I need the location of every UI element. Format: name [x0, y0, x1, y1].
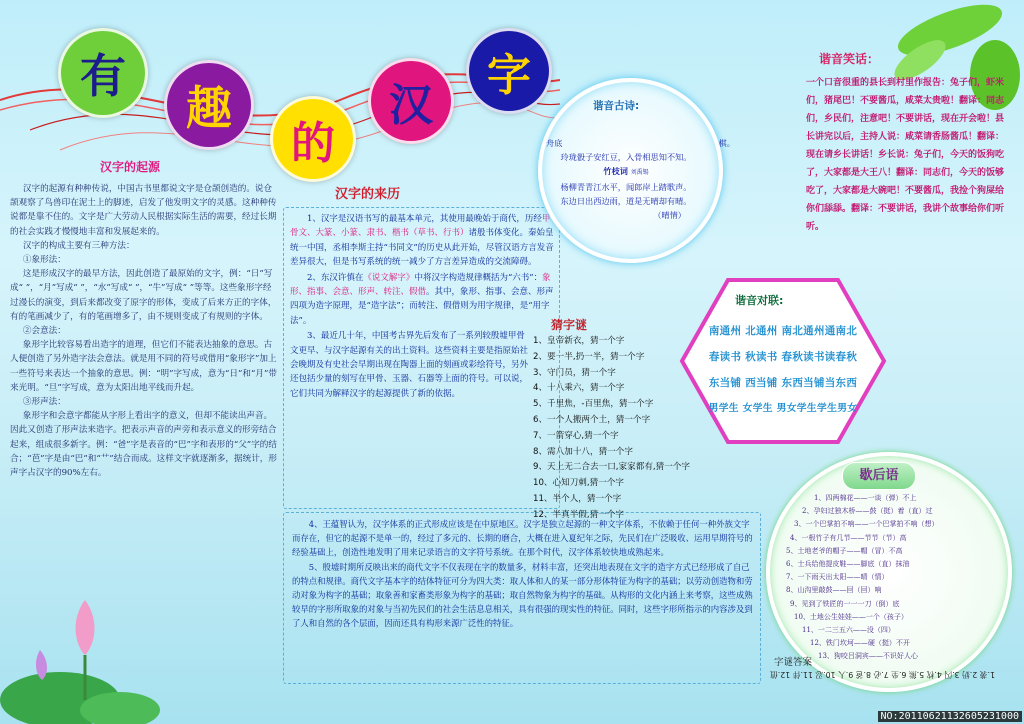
- poem-body: [546, 136, 735, 222]
- xiehouyu-item: 7、一下雨天出太阳——晴（情）: [786, 573, 889, 582]
- xiehouyu-item: 6、士兵给他提皮鞋——脚底（直）抹油: [786, 560, 910, 569]
- answers-body: 1.袭 2.奶 3.闪 4.枕 5.熊 6.坐 7.必 8.爸 9.人 10.忍 11.伴 12.值: [770, 670, 995, 679]
- origin-paragraph: ③形声法：: [22, 397, 66, 408]
- xiehouyu-item: 5、土地老爷的帽子——帽（冒）不高: [786, 546, 903, 555]
- xiehouyu-item: 2、孕妇过独木桥——鼓（挺）着（直）过: [802, 507, 933, 516]
- xiehouyu-item: 9、见到了铁匠的一一一刀（倒）底: [790, 599, 900, 608]
- history-paragraph-4: 4、王蕴智认为，汉字体系的正式形成应该是在中原地区。汉字是独立起源的一种文字体系，不依赖于任何一种外族文字而存在，但它的起源不是单一的，经过了多元的、长期的磨合，大概在进入夏纪年之际，先民们在广泛吸收、运用早期符号的经验基础上，创造性地发明了用来记录语言的文字符号系统。在那个时代，汉字体系较快地成熟起来。: [292, 519, 753, 558]
- text-span: 1、汉字是汉语书写的最基本单元，其使用最晚始于商代，历经: [307, 214, 542, 224]
- xiehouyu-list: [786, 492, 986, 664]
- highlight-span: 甲骨文、大篆、小篆、隶书、楷书（草书、行书）: [290, 214, 551, 239]
- couplet-line: 春读书 秋读书 春秋读书读春秋: [708, 351, 858, 363]
- title-char-5-text: 字: [487, 50, 531, 101]
- xiehouyu-item: 10、土地公生娃娃——一个（孩子）: [794, 612, 908, 621]
- poem-line: 东边日出西边雨，道是无晴却有晴。: [560, 196, 692, 206]
- origin-paragraph: ①象形法：: [22, 255, 66, 266]
- riddle-item: 2、要一半,扔一半，猜一个字: [533, 351, 645, 362]
- origin-paragraph: 汉字的起源有种种传说，中国古书里都说文字是仓颉创造的。说仓颉观察了鸟兽印在泥土上的脚迹，启发了他发明文字的灵感。这种种传说都是靠不住的。文字是广大劳动人民根据实际生活的需要，经过长期的社会实践才慢慢地丰富和发展起来的。: [10, 184, 277, 237]
- riddle-item: 8、需八加十八，猜一个字: [533, 446, 633, 457]
- xiehouyu-item: 12、铁门坎坷——硬（挺）不开: [810, 639, 910, 648]
- history-paragraph-1: [290, 212, 556, 270]
- riddle-item: 11、半个人，猜一个字: [533, 493, 622, 504]
- riddle-item: 6、一个人搬两个土，猜一个字: [533, 414, 651, 425]
- text-span: 2、东汉许慎在: [307, 272, 364, 283]
- origin-body: [10, 182, 280, 682]
- xiehouyu-item: 1、四两棉花——一谈（弹）不上: [814, 494, 917, 502]
- joke-body: 一个口音很重的县长到村里作报告：兔子们，虾米们，猪尾巴！不要酱瓜，咸菜太贵啦！翻译：同志们，乡民们，注意吧！不要讲话，现在开会啦！县长讲完以后，主持人说：咸菜请香肠酱瓜！翻译：现在请乡长讲话！乡长说：兔子们，今天的饭狗吃了，大家都是大王八！翻译：同志们，今天的饭够吃了，大家都是大碗吧！不要酱瓜，我捡个狗屎给你们舔舔。翻译：不要讲话，我讲个故事给你们听听。: [806, 78, 1005, 232]
- couplet-line: 东当铺 西当铺 东西当铺当东西: [708, 377, 858, 389]
- history-paragraph-2: [290, 271, 556, 329]
- xiehouyu-item: 11、一二三五六——没（四）: [802, 626, 895, 635]
- riddle-item: 3、守门员，猜一个字: [533, 367, 616, 378]
- history-body: [290, 212, 556, 402]
- poem-line: 舟底 棋。: [546, 138, 735, 148]
- title-char-5: [466, 28, 552, 114]
- title-char-1: [58, 28, 148, 118]
- origin-paragraph: 象形字比较容易看出造字的道理，但它们不能表达抽象的意思。古人便创造了另外造字法会意法。就是用不同的符号或借用“象形字”加上一些符号来表达一个抽象的意思。例：“明”字写成，意为“日”和“月”带来光明。“旦”字写成，意为太阳出地平线而升起。: [10, 340, 277, 393]
- poem-subtitle: 竹枝词: [603, 166, 628, 176]
- title-char-2-text: 趣: [186, 81, 232, 135]
- xiehouyu-title: 歇后语: [842, 462, 916, 490]
- text-span: 诸般书体变化。秦始皇统一中国，丞相李斯主持“书同文”的历史从此开始，尽管汉语方言发音差异很大，但是书写系统的统一减少了方言差异造成的交流障碍。: [290, 228, 554, 268]
- origin-paragraph: 汉字的构成主要有三种方法：: [22, 240, 135, 251]
- highlight-span: 象形、指事、会意、形声、转注、假借: [290, 272, 551, 298]
- answers-title: 字谜答案: [774, 657, 813, 668]
- riddle-title: 猜字谜: [551, 318, 588, 332]
- poem-line: 杨柳青青江水平，闻郎岸上踏歌声。: [560, 182, 692, 192]
- joke-title: 谐音笑话：: [819, 52, 880, 66]
- xiehouyu-item: 13、狗咬吕洞宾——不识好人心: [818, 652, 918, 661]
- origin-paragraph: 象形字和会意字都能从字形上看出字的意义，但却不能读出声音。因此又创造了形声法来造字。把表示声音的声旁和表示意义的形旁结合起来，组成很多新字。例：“爸”字是表音的“巴”字和表形的“父”字的结合；“芭”字是由“巴”和“艹”结合而成。这样文字就逐渐多，据统计，形声字占汉字的90%左右。: [10, 411, 277, 479]
- title-char-4-text: 汉: [389, 80, 433, 131]
- watermark: NO:20110621132605231000: [878, 711, 1022, 722]
- poem-author: 刘禹锡: [630, 169, 649, 176]
- xiehouyu-item: 4、一根竹子有几节——节节（节）高: [790, 533, 907, 542]
- poem-title: 谐音古诗:: [593, 100, 640, 112]
- origin-paragraph: ②会意法：: [22, 326, 66, 337]
- title-char-2: [164, 60, 254, 150]
- xiehouyu-item: 8、山沟里敲鼓——回（回）响: [786, 586, 882, 595]
- highlight-span: 《说文解字》: [363, 272, 415, 283]
- text-span: 中将汉字构造规律概括为“六书”：: [414, 272, 543, 283]
- title-char-3-text: 的: [291, 118, 335, 169]
- riddle-item: 7、一箭穿心,猜一个字: [533, 430, 619, 441]
- text-span: 。其中，象形、指事、会意、形声四项为造字原理，是“造字法”；而转注、假借则为用字规律，是“用字法”。: [290, 287, 554, 326]
- poem-answer: （晴情）: [653, 210, 686, 220]
- history-paragraph-3: 3、最近几十年，中国考古界先后发布了一系列较殷墟甲骨文更早、与汉字起源有关的出土资料。这些资料主要是指原始社会晚期及有史社会早期出现在陶器上面的刻画或彩绘符号，另外还包括少量的刻写在甲骨、玉器、石器等上面的符号。可以说，它们共同为解释汉字的起源提供了新的依据。: [290, 331, 529, 399]
- poem-line: 玲珑骰子安红豆，入骨相思知不知。: [560, 152, 692, 162]
- history-paragraph-5: 5、殷墟时期所反映出来的商代文字不仅表现在字的数量多，材料丰富，还突出地表现在文字的造字方式已经形成了自己的特点和规律。商代文字基本字的结体特征可分为四大类：取人体和人的某一部分形体特征为构字的基础；以劳动创造物和劳动对象为构字的基础；取象善和家畜类形象为构字的基础；取自然物象为构字的基础。从构形的文化内涵上来考察，这些成熟较早的字形所取象的对象与当初先民们的社会生活息息相关，具有很强的现实性的特征。同时，这些字形所指示的内容涉及到了人和自然的各个层面，因而还具有构形来源广泛性的特征。: [292, 561, 753, 629]
- history-title: 汉字的来历: [335, 187, 401, 202]
- title-char-3: [270, 96, 356, 182]
- title-char-1-text: 有: [80, 49, 126, 103]
- origin-paragraph: 这是形成汉字的最早方法，因此创造了最原始的文字，例：“日”写成“ ”，“月”写成“ ”，“水”写成“ ”，“牛”写成“ ”等等。这些象形字经过漫长的演变，到后来都改变了原字的形体，变成了后来方正的字体，有的笔画减少了，有的笔画增多了，由不规则变成了有规则的字体。: [10, 269, 277, 322]
- poem-subtitle-row: [546, 164, 706, 180]
- couplet-body: [684, 318, 882, 422]
- couplet-title: 谐音对联:: [735, 294, 784, 307]
- origin-title: 汉字的起源: [100, 160, 161, 174]
- couplet-line: 南通州 北通州 南北通州通南北: [708, 325, 858, 337]
- couplet-line: 男学生 女学生 男女学生学生男女: [708, 403, 858, 414]
- riddle-item: 9、天上无二合去一口,家家都有,猜一个字: [533, 462, 691, 473]
- history-bottom-body: [292, 517, 754, 631]
- riddle-item: 10、心知刀刺,猜一个字: [533, 478, 625, 489]
- riddle-list: [533, 334, 693, 524]
- riddle-item: 12、半真半假,猜一个字: [533, 509, 625, 520]
- riddle-item: 4、十八乘六，猜一个字: [533, 383, 625, 394]
- title-char-4: [368, 58, 454, 144]
- riddle-item: 5、千里焦，-百里焦，猜一个字: [533, 399, 654, 410]
- xiehouyu-item: 3、一个巴掌拍不响——一个巴掌拍不响（想）: [794, 520, 939, 529]
- riddle-item: 1、皇帝新衣，猜一个字: [533, 336, 625, 346]
